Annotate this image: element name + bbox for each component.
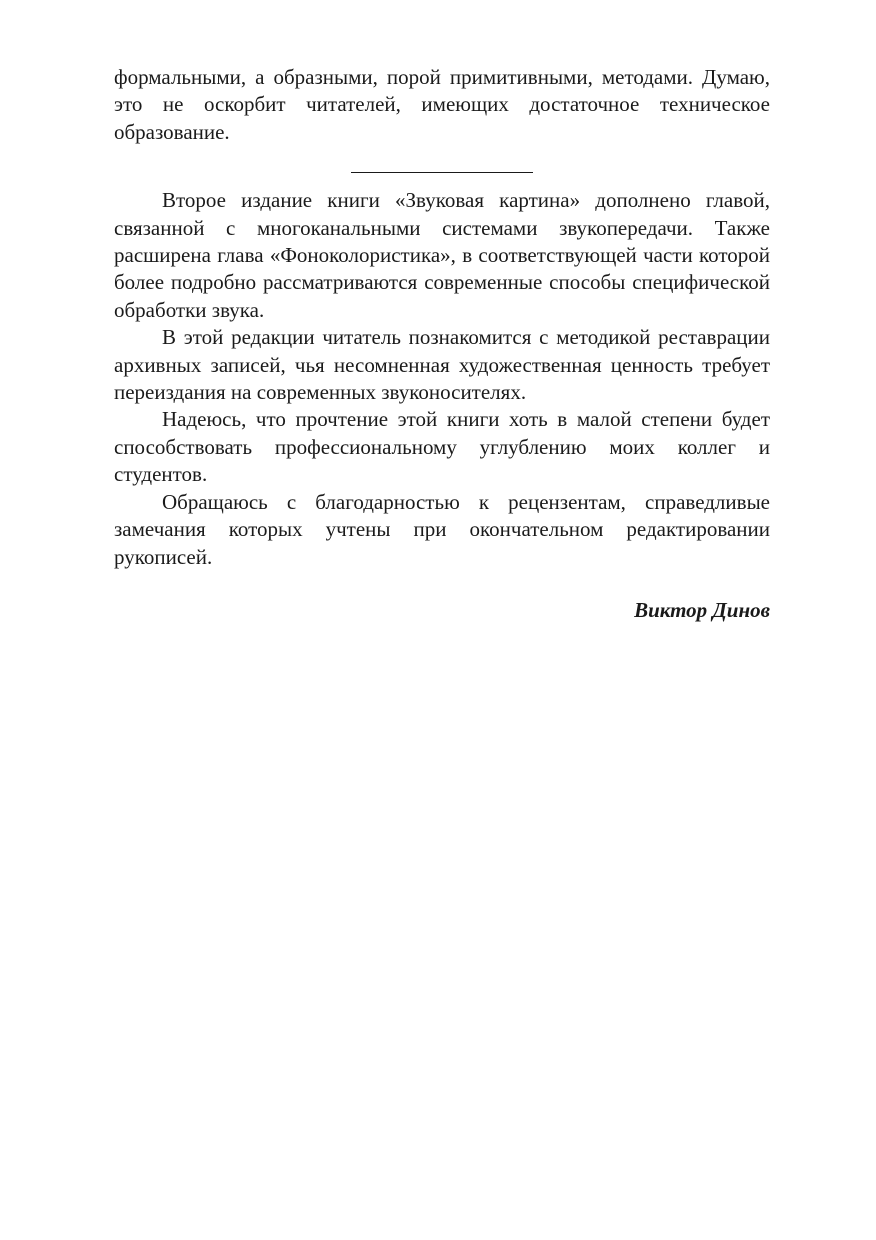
author-signature: Виктор Динов <box>634 597 770 622</box>
document-page <box>114 64 770 624</box>
intro-paragraph: формальными, а образными, порой примитивными, методами. Думаю, это не оскорбит читателей, имеющих достаточное техническое образование. <box>114 65 770 144</box>
paragraph-hope: Надеюсь, что прочтение этой книги хоть в малой степени будет способствовать профессиональному углублению моих коллег и студентов. <box>114 407 770 487</box>
paragraph-second-edition: Второе издание книги «Звуковая картина» дополнено главой, связанной с многоканальными системами звукопередачи. Также расширена глава «Фоноколористика», в соответствующей части которой более подробно рассматриваются современные способы специфической обработки звука. <box>114 188 770 322</box>
section-divider <box>351 172 533 173</box>
paragraph-restoration: В этой редакции читатель познакомится с методикой реставрации архивных записей, чья несомненная художественная ценность требует переиздания на современных звуконосителях. <box>114 325 770 405</box>
paragraph-gratitude: Обращаюсь с благодарностью к рецензентам, справедливые замечания которых учтены при окончательном редактировании рукописей. <box>114 489 770 569</box>
